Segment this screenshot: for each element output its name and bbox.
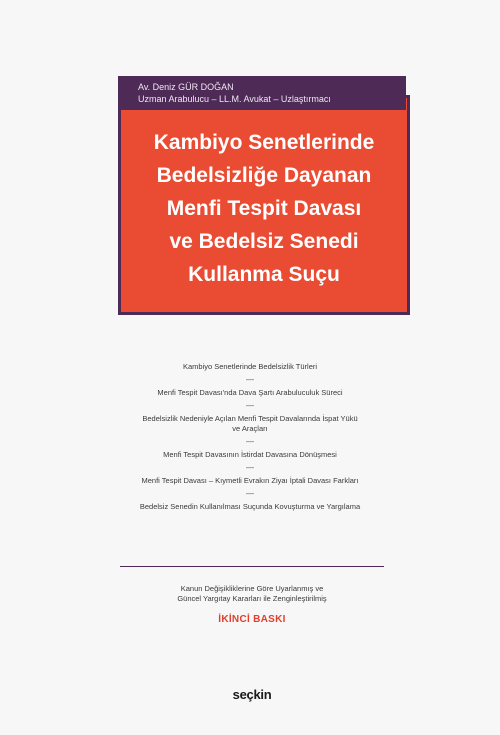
topic-item: Bedelsiz Senedin Kullanılması Suçunda Kovuşturma ve Yargılama xyxy=(139,502,361,511)
title-line: Menfi Tespit Davası xyxy=(166,197,362,220)
edition-note-line: Kanun Değişikliklerine Göre Uyarlanmış ve xyxy=(180,584,324,593)
topic-separator: — xyxy=(246,489,254,498)
topic-item: Menfi Tespit Davası'nda Dava Şartı Arabuluculuk Süreci xyxy=(157,388,343,397)
topic-separator: — xyxy=(246,463,254,472)
author-name: Av. Deniz GÜR DOĞAN xyxy=(138,82,234,92)
title-line: Kullanma Suçu xyxy=(188,263,340,286)
author-titles: Uzman Arabulucu – LL.M. Avukat – Uzlaştırmacı xyxy=(138,94,331,104)
edition-label: İKİNCİ BASKI xyxy=(218,614,286,625)
edition-note xyxy=(120,584,384,604)
topic-item: Menfi Tespit Davasının İstirdat Davasına Dönüşmesi xyxy=(163,450,337,459)
author-bar xyxy=(118,76,406,110)
edition-note-line: Güncel Yargıtay Kararları ile Zenginleştirilmiş xyxy=(177,594,327,603)
title-line: Bedelsizliğe Dayanan xyxy=(156,164,372,187)
topic-separator: — xyxy=(246,401,254,410)
divider xyxy=(120,566,384,567)
topics-list xyxy=(100,362,400,512)
book-title xyxy=(118,126,410,291)
topic-separator: — xyxy=(246,375,254,384)
title-line: Kambiyo Senetlerinde xyxy=(153,131,375,154)
topic-item: Menfi Tespit Davası – Kıymetli Evrakın Ziyaı İptali Davası Farkları xyxy=(141,476,359,485)
publisher-logo: seçkin xyxy=(232,687,272,702)
topic-item: Bedelsizlik Nedeniyle Açılan Menfi Tespit Davalarında İspat Yükü ve Araçları xyxy=(142,414,358,433)
topic-separator: — xyxy=(246,437,254,446)
title-line: ve Bedelsiz Senedi xyxy=(169,230,359,253)
topic-item: Kambiyo Senetlerinde Bedelsizlik Türleri xyxy=(182,362,318,371)
